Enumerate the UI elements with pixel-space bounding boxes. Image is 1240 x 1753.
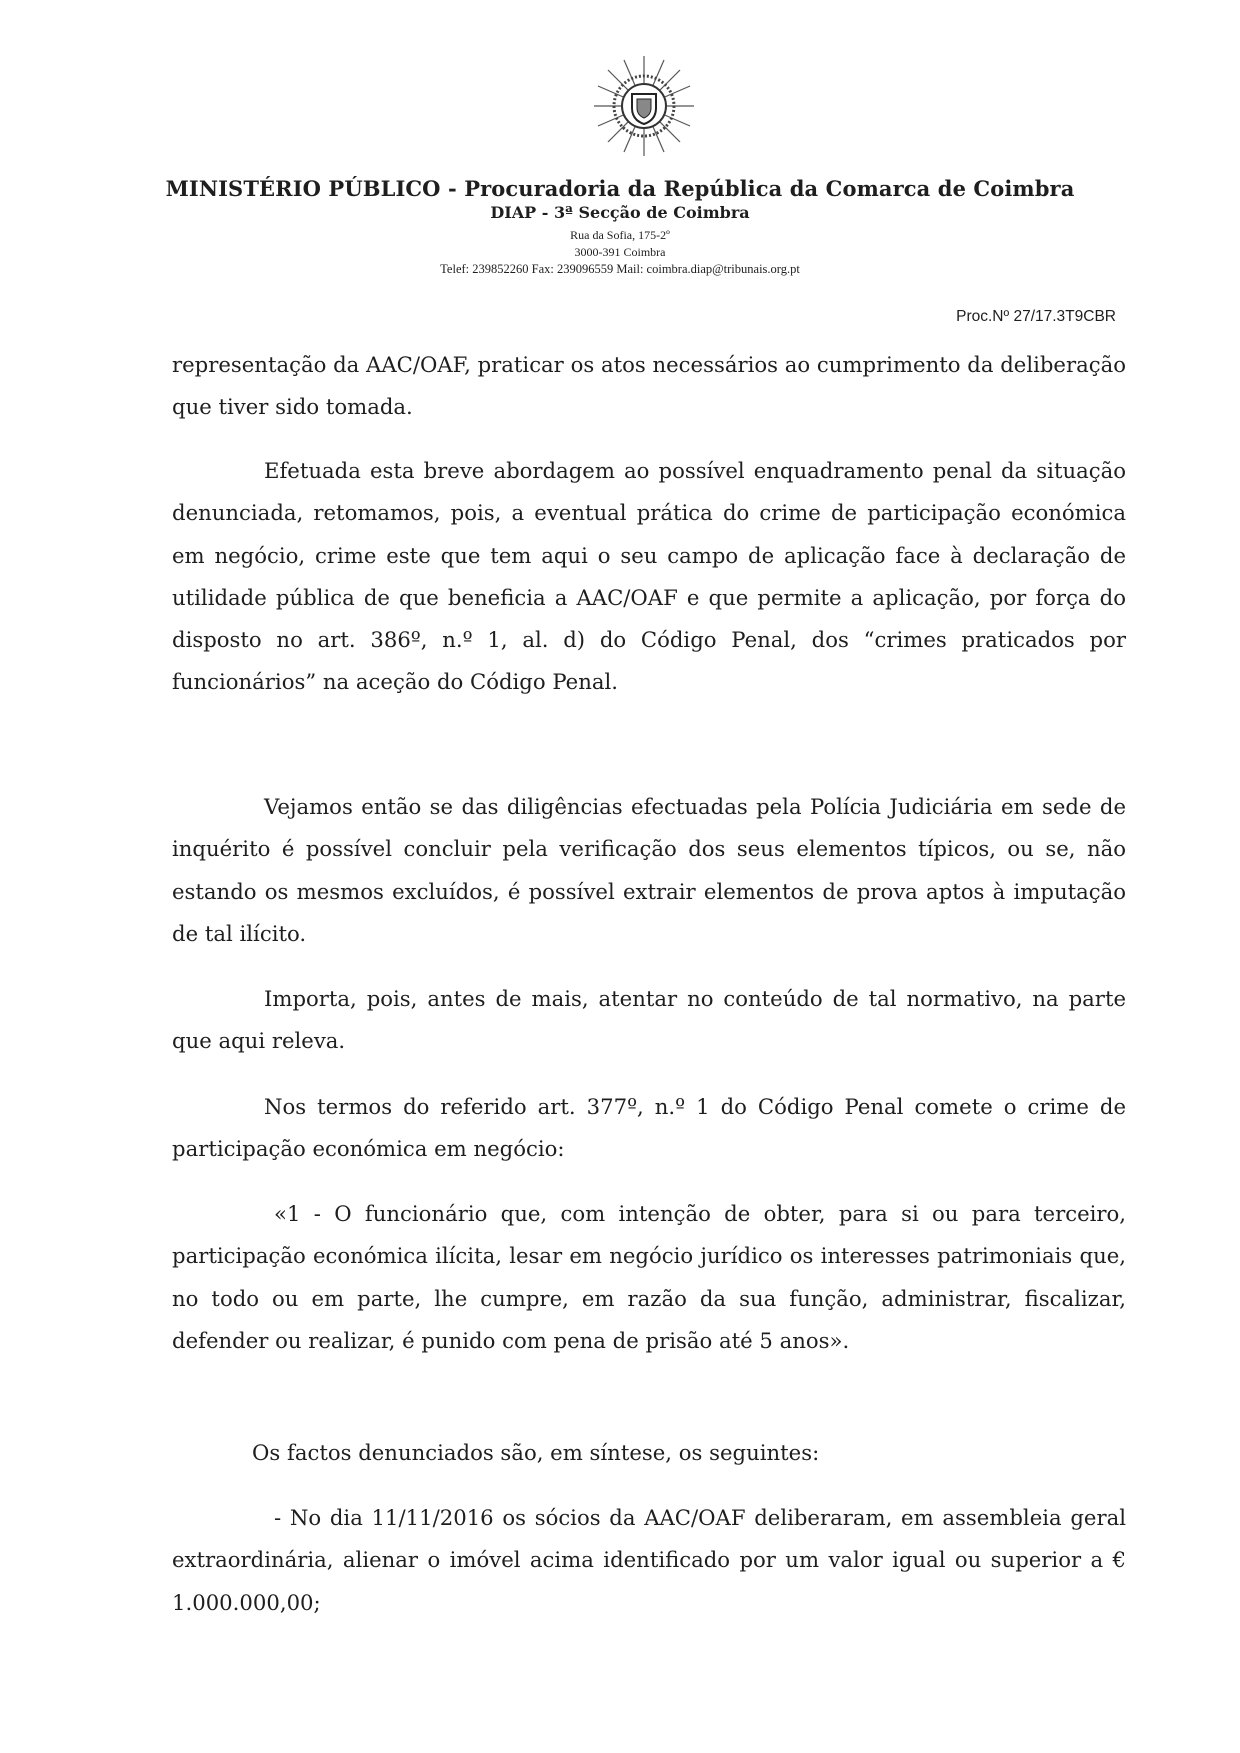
portuguese-republic-emblem-icon bbox=[590, 52, 698, 160]
paragraph-article-377: Nos termos do referido art. 377º, n.º 1 do Código Penal comete o crime de participação económica em negócio: bbox=[172, 1094, 1126, 1162]
process-number: Proc.Nº 27/17.3T9CBR bbox=[956, 308, 1116, 325]
institution-title: MINISTÉRIO PÚBLICO - Procuradoria da República da Comarca de Coimbra bbox=[165, 176, 1075, 201]
address-line-2: 3000-391 Coimbra bbox=[574, 245, 666, 259]
paragraph-fact-1: - No dia 11/11/2016 os sócios da AAC/OAF deliberaram, em assembleia geral extraordinária, alienar o imóvel acima identificado por um valor igual ou superior a € 1.000.000,00; bbox=[172, 1505, 1126, 1615]
contact-line: Telef: 239852260 Fax: 239096559 Mail: coimbra.diap@tribunais.org.pt bbox=[440, 262, 800, 276]
department-subtitle: DIAP - 3ª Secção de Coimbra bbox=[490, 203, 750, 222]
paragraph-continuation: representação da AAC/OAF, praticar os atos necessários ao cumprimento da deliberação que tiver sido tomada. bbox=[172, 352, 1126, 420]
address-line-1: Rua da Sofia, 175-2º bbox=[570, 228, 670, 242]
paragraph-quoted-law: «1 - O funcionário que, com intenção de obter, para si ou para terceiro, participação económica ilícita, lesar em negócio jurídico os interesses patrimoniais que, no todo ou em parte, lhe cumpre, em razão da sua função, administrar, fiscalizar, defender ou realizar, é punido com pena de prisão até 5 anos». bbox=[172, 1201, 1126, 1353]
paragraph-facts-intro: Os factos denunciados são, em síntese, os seguintes: bbox=[252, 1440, 820, 1465]
paragraph-normative: Importa, pois, antes de mais, atentar no conteúdo de tal normativo, na parte que aqui releva. bbox=[172, 986, 1126, 1054]
paragraph-diligences: Vejamos então se das diligências efectuadas pela Polícia Judiciária em sede de inquérito é possível concluir pela verificação dos seus elementos típicos, ou se, não estando os mesmos excluídos, é possível extrair elementos de prova aptos à imputação de tal ilícito. bbox=[172, 794, 1126, 946]
paragraph-framework: Efetuada esta breve abordagem ao possível enquadramento penal da situação denunciada, retomamos, pois, a eventual prática do crime de participação económica em negócio, crime este que tem aqui o seu campo de aplicação face à declaração de utilidade pública de que beneficia a AAC/OAF e que permite a aplicação, por força do disposto no art. 386º, n.º 1, al. d) do Código Penal, dos “crimes praticados por funcionários” na aceção do Código Penal. bbox=[172, 458, 1126, 695]
